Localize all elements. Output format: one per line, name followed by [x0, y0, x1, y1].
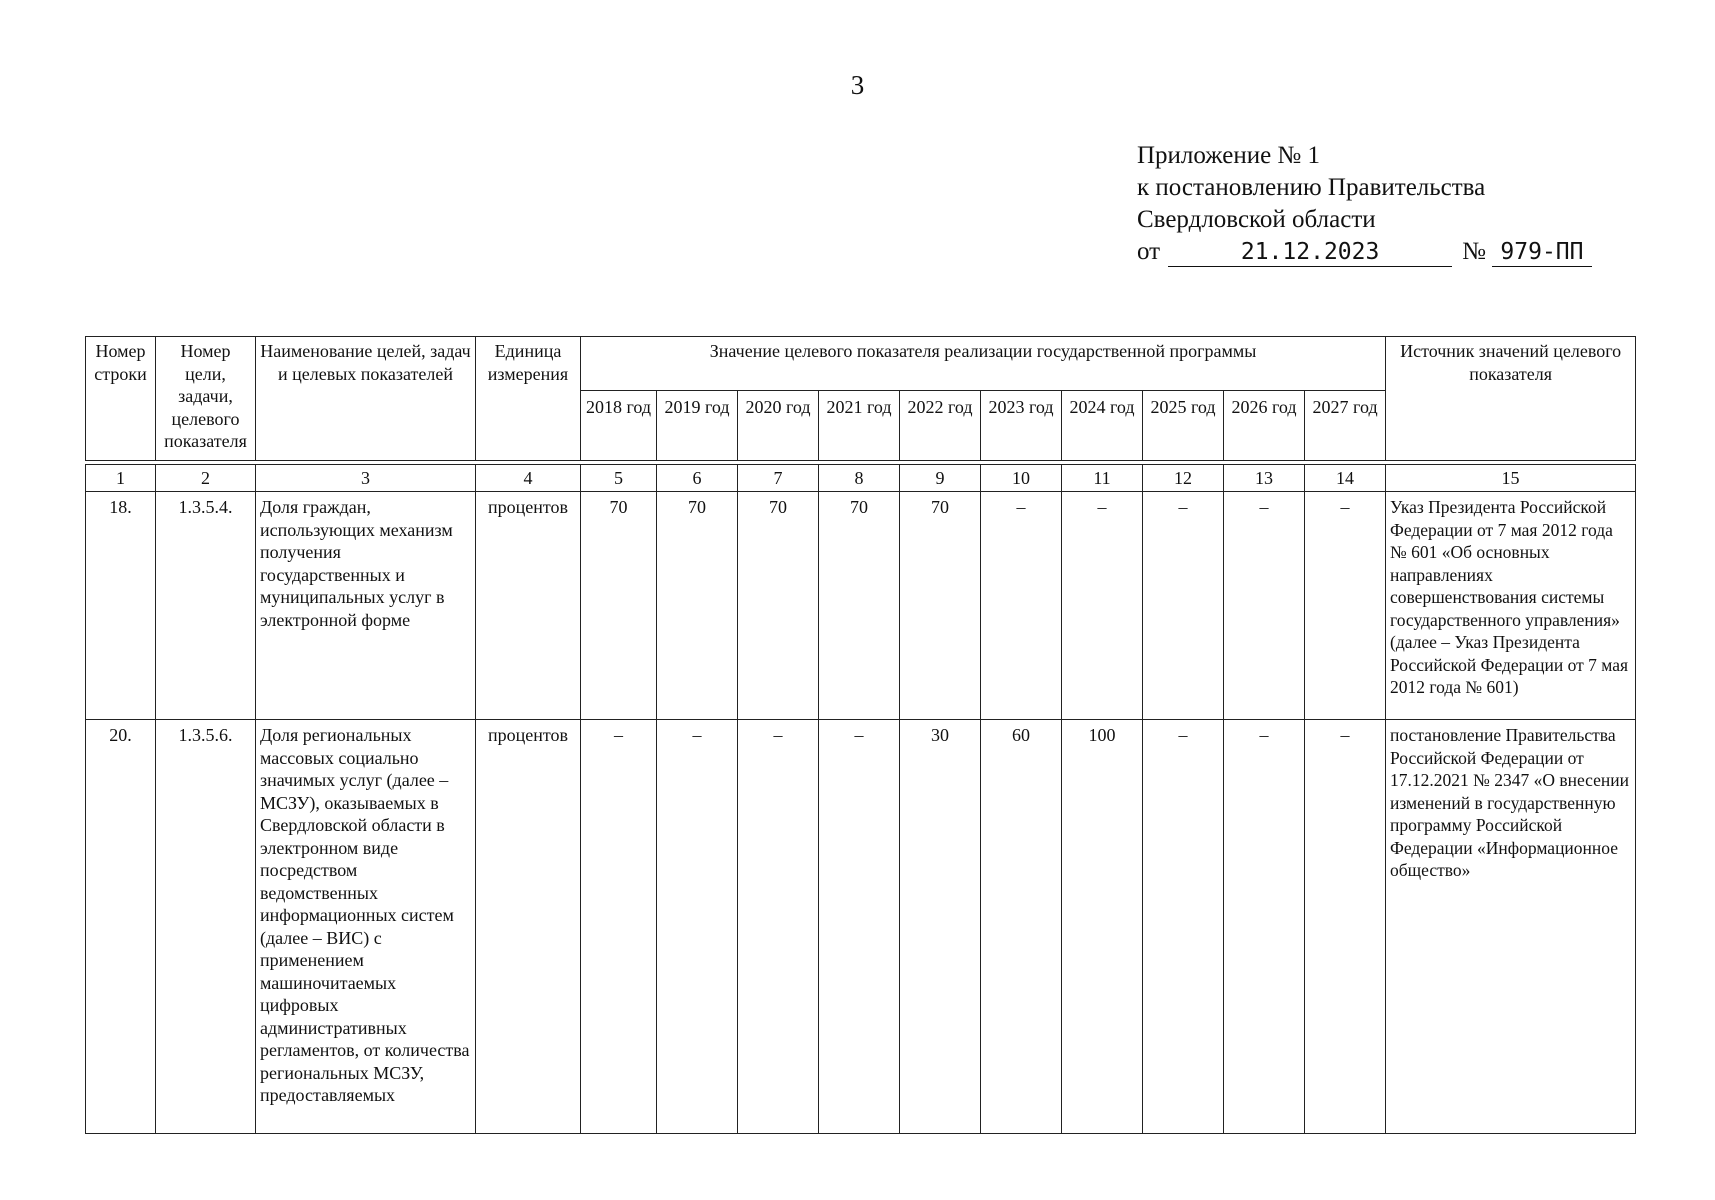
value-2019: 70	[657, 492, 738, 720]
appendix-date-row	[1137, 236, 1607, 268]
indicator-name: Доля региональных массовых социально значимых услуг (далее – МСЗУ), оказываемых в Свердловской области в электронном виде посредством ведомственных информационных систем (далее – ВИС) с применением машиночитаемых цифровых административных регламентов, от количества региональных МСЗУ, предоставляемых	[256, 720, 476, 1134]
value-2021: 70	[819, 492, 900, 720]
value-2022: 70	[900, 492, 981, 720]
value-2023: –	[981, 492, 1062, 720]
indicator-table-header	[85, 336, 1636, 461]
column-number: 14	[1305, 465, 1386, 492]
value-2024: –	[1062, 492, 1143, 720]
goal-number: 1.3.5.6.	[156, 720, 256, 1134]
header-source: Источник значений целевого показателя	[1386, 337, 1636, 461]
header-year: 2027 год	[1305, 391, 1386, 461]
column-number: 5	[581, 465, 657, 492]
header-year: 2022 год	[900, 391, 981, 461]
table-row	[86, 720, 1636, 1134]
appendix-block	[1137, 140, 1607, 268]
value-2026: –	[1224, 720, 1305, 1134]
column-number: 13	[1224, 465, 1305, 492]
indicator-name: Доля граждан, использующих механизм получения государственных и муниципальных услуг в электронной форме	[256, 492, 476, 720]
appendix-resolution: к постановлению Правительства	[1137, 174, 1486, 201]
header-name: Наименование целей, задач и целевых показателей	[256, 337, 476, 461]
value-2022: 30	[900, 720, 981, 1134]
column-number: 1	[86, 465, 156, 492]
value-2018: 70	[581, 492, 657, 720]
appendix-region: Свердловской области	[1137, 206, 1376, 233]
header-row-number: Номер строки	[86, 337, 156, 461]
header-goal-number: Номер цели, задачи, целевого показателя	[156, 337, 256, 461]
column-number: 2	[156, 465, 256, 492]
header-unit: Единица измерения	[476, 337, 581, 461]
column-number: 12	[1143, 465, 1224, 492]
table-row	[86, 492, 1636, 720]
row-number: 20.	[86, 720, 156, 1134]
header-year: 2024 год	[1062, 391, 1143, 461]
appendix-title: Приложение № 1	[1137, 142, 1321, 169]
value-2026: –	[1224, 492, 1305, 720]
indicator-source: Указ Президента Российской Федерации от 7 мая 2012 года № 601 «Об основных направлениях совершенствования системы государственного управления» (далее – Указ Президента Российской Федерации от 7 мая 2012 года № 601)	[1386, 492, 1636, 720]
header-year: 2021 год	[819, 391, 900, 461]
resolution-number: 979-ПП	[1492, 238, 1592, 267]
header-year: 2020 год	[738, 391, 819, 461]
row-number: 18.	[86, 492, 156, 720]
value-2021: –	[819, 720, 900, 1134]
value-2020: –	[738, 720, 819, 1134]
header-year: 2026 год	[1224, 391, 1305, 461]
value-2018: –	[581, 720, 657, 1134]
from-label: от	[1137, 238, 1161, 265]
column-number: 15	[1386, 465, 1636, 492]
column-number: 7	[738, 465, 819, 492]
column-number: 4	[476, 465, 581, 492]
value-2019: –	[657, 720, 738, 1134]
unit: процентов	[476, 720, 581, 1134]
column-number: 8	[819, 465, 900, 492]
value-2024: 100	[1062, 720, 1143, 1134]
number-label: №	[1462, 238, 1486, 265]
indicator-source: постановление Правительства Российской Федерации от 17.12.2021 № 2347 «О внесении изменений в государственную программу Российской Федерации «Информационное общество»	[1386, 720, 1636, 1134]
header-value-group: Значение целевого показателя реализации государственной программы	[581, 337, 1386, 391]
column-number: 11	[1062, 465, 1143, 492]
unit: процентов	[476, 492, 581, 720]
header-year: 2025 год	[1143, 391, 1224, 461]
column-number: 9	[900, 465, 981, 492]
value-2027: –	[1305, 492, 1386, 720]
column-number: 3	[256, 465, 476, 492]
value-2025: –	[1143, 492, 1224, 720]
page-number: 3	[850, 70, 865, 100]
value-2027: –	[1305, 720, 1386, 1134]
header-year: 2023 год	[981, 391, 1062, 461]
goal-number: 1.3.5.4.	[156, 492, 256, 720]
header-year: 2018 год	[581, 391, 657, 461]
value-2020: 70	[738, 492, 819, 720]
column-number: 10	[981, 465, 1062, 492]
header-year: 2019 год	[657, 391, 738, 461]
resolution-date: 21.12.2023	[1168, 238, 1452, 267]
value-2025: –	[1143, 720, 1224, 1134]
column-number: 6	[657, 465, 738, 492]
value-2023: 60	[981, 720, 1062, 1134]
column-number-row	[86, 465, 1636, 492]
indicator-table-body	[85, 464, 1636, 1134]
